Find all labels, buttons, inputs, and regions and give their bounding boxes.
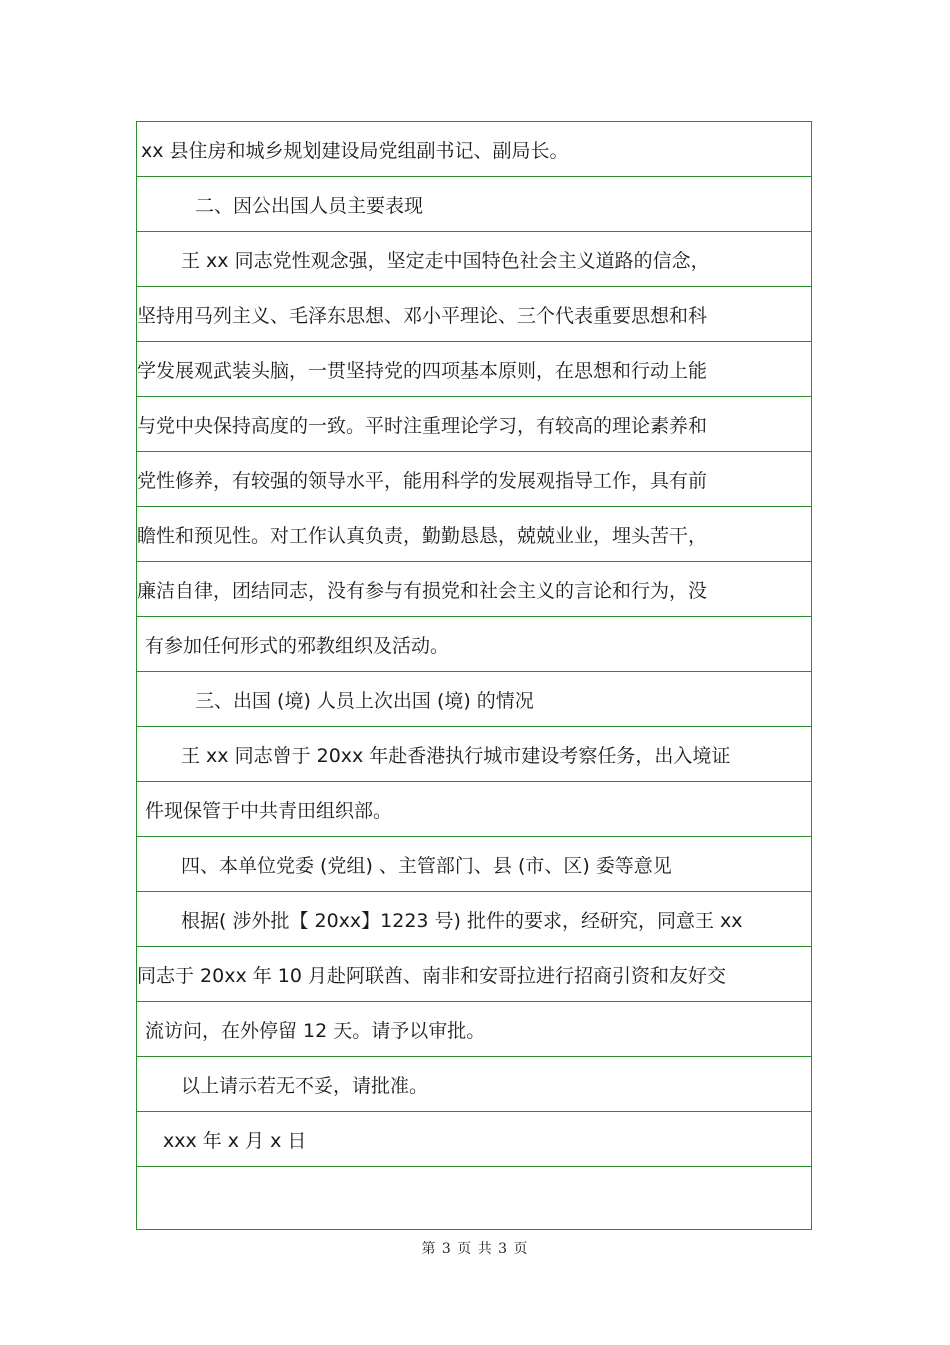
section-heading: 二、因公出国人员主要表现 (137, 177, 811, 232)
text-line: 流访问，在外停留 12 天。请予以审批。 (137, 1002, 811, 1057)
text-line: 同志于 20xx 年 10 月赴阿联酋、南非和安哥拉进行招商引资和友好交 (137, 947, 811, 1002)
text-line: 党性修养，有较强的领导水平，能用科学的发展观指导工作，具有前 (137, 452, 811, 507)
date-line: xxx 年 x 月 x 日 (137, 1112, 811, 1167)
text-line: 以上请示若无不妥，请批准。 (137, 1057, 811, 1112)
section-heading: 三、出国 (境) 人员上次出国 (境) 的情况 (137, 672, 811, 727)
text-line: 王 xx 同志曾于 20xx 年赴香港执行城市建设考察任务，出入境证 (137, 727, 811, 782)
text-line: 学发展观武装头脑，一贯坚持党的四项基本原则，在思想和行动上能 (137, 342, 811, 397)
text-line: xx 县住房和城乡规划建设局党组副书记、副局长。 (137, 122, 811, 177)
section-heading: 四、本单位党委 (党组) 、主管部门、县 (市、区) 委等意见 (137, 837, 811, 892)
text-line: 王 xx 同志党性观念强，坚定走中国特色社会主义道路的信念， (137, 232, 811, 287)
text-line: 瞻性和预见性。对工作认真负责，勤勤恳恳，兢兢业业，埋头苦干， (137, 507, 811, 562)
text-line: 件现保管于中共青田组织部。 (137, 782, 811, 837)
page-number: 第 3 页 共 3 页 (421, 1241, 529, 1257)
text-line: 坚持用马列主义、毛泽东思想、邓小平理论、三个代表重要思想和科 (137, 287, 811, 342)
text-line: 廉洁自律，团结同志，没有参与有损党和社会主义的言论和行为，没 (137, 562, 811, 617)
document-table (136, 121, 812, 1230)
text-line: 根据( 涉外批【 20xx】1223 号) 批件的要求，经研究，同意王 xx (137, 892, 811, 947)
text-line: 有参加任何形式的邪教组织及活动。 (137, 617, 811, 672)
empty-row (137, 1167, 811, 1222)
text-line: 与党中央保持高度的一致。平时注重理论学习，有较高的理论素养和 (137, 397, 811, 452)
